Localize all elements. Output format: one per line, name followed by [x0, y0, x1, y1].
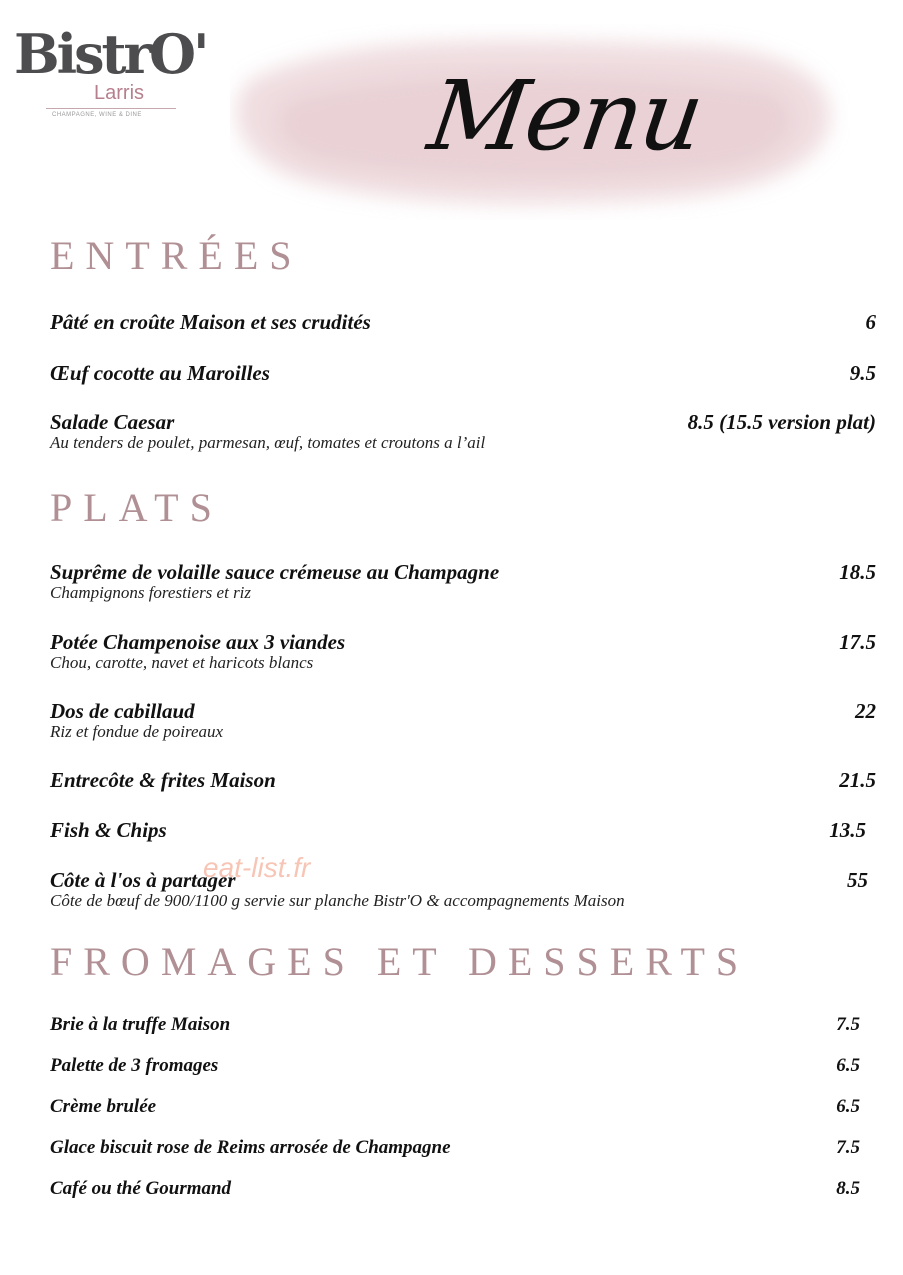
item-name: Brie à la truffe Maison — [50, 1014, 231, 1035]
section-title-plats: PLATS — [50, 485, 223, 530]
item-name: Café ou thé Gourmand — [50, 1178, 232, 1199]
item-price: 6.5 — [836, 1055, 860, 1076]
item-name: Potée Champenoise aux 3 viandes — [50, 630, 346, 654]
logo-subtitle: Larris — [94, 82, 145, 104]
item-price: 7.5 — [836, 1014, 860, 1035]
menu-title: Menu — [422, 60, 709, 172]
item-price: 18.5 — [839, 560, 876, 584]
menu-item — [50, 1014, 860, 1036]
item-name: Glace biscuit rose de Reims arrosée de Champagne — [50, 1137, 451, 1158]
item-description: Au tenders de poulet, parmesan, œuf, tomates et croutons a l’ail — [50, 433, 486, 452]
menu-item — [50, 1178, 860, 1200]
item-name: Salade Caesar — [50, 410, 175, 434]
item-description: Côte de bœuf de 900/1100 g servie sur planche Bistr'O & accompagnements Maison — [50, 891, 625, 910]
item-price: 22 — [855, 699, 876, 723]
item-price: 8.5 — [836, 1178, 860, 1199]
menu-item — [50, 1096, 860, 1118]
menu-item — [50, 630, 876, 673]
item-price: 13.5 — [829, 818, 866, 842]
item-name: Dos de cabillaud — [50, 699, 195, 723]
item-price: 6.5 — [836, 1096, 860, 1117]
item-price: 21.5 — [839, 768, 876, 792]
item-price: 17.5 — [839, 630, 876, 654]
logo-divider — [46, 108, 176, 109]
item-name: Crème brulée — [50, 1096, 157, 1117]
item-name: Entrecôte & frites Maison — [50, 768, 276, 792]
item-name: Palette de 3 fromages — [50, 1055, 219, 1076]
item-description: Chou, carotte, navet et haricots blancs — [50, 653, 314, 672]
section-title-desserts: FROMAGES ET DESSERTS — [50, 939, 750, 984]
logo-tagline: CHAMPAGNE, WINE & DINE — [52, 112, 142, 118]
item-price: 9.5 — [849, 361, 876, 385]
item-name: Pâté en croûte Maison et ses crudités — [50, 310, 371, 334]
menu-item — [50, 818, 866, 843]
item-name: Suprême de volaille sauce crémeuse au Champagne — [50, 560, 500, 584]
menu-item — [50, 310, 876, 335]
item-price: 6 — [865, 310, 876, 334]
menu-item — [50, 560, 876, 603]
item-name: Œuf cocotte au Maroilles — [50, 361, 270, 385]
menu-item — [50, 699, 876, 742]
item-price: 55 — [847, 868, 868, 892]
menu-item — [50, 1137, 860, 1159]
section-title-entrees: ENTRÉES — [50, 233, 303, 278]
item-price: 7.5 — [836, 1137, 860, 1158]
item-name: Fish & Chips — [50, 818, 167, 842]
item-description: Champignons forestiers et riz — [50, 583, 252, 602]
menu-item — [50, 410, 876, 453]
item-name: Côte à l'os à partager — [50, 868, 236, 892]
menu-item — [50, 1055, 860, 1077]
item-price: 8.5 (15.5 version plat) — [687, 410, 876, 434]
menu-item — [50, 361, 876, 386]
menu-item — [50, 768, 876, 793]
menu-item — [50, 868, 868, 911]
restaurant-logo — [14, 16, 207, 126]
item-description: Riz et fondue de poireaux — [50, 722, 224, 741]
logo-wordmark: BistrO' — [14, 22, 207, 86]
watermark-text: eat-list.fr — [203, 852, 311, 883]
